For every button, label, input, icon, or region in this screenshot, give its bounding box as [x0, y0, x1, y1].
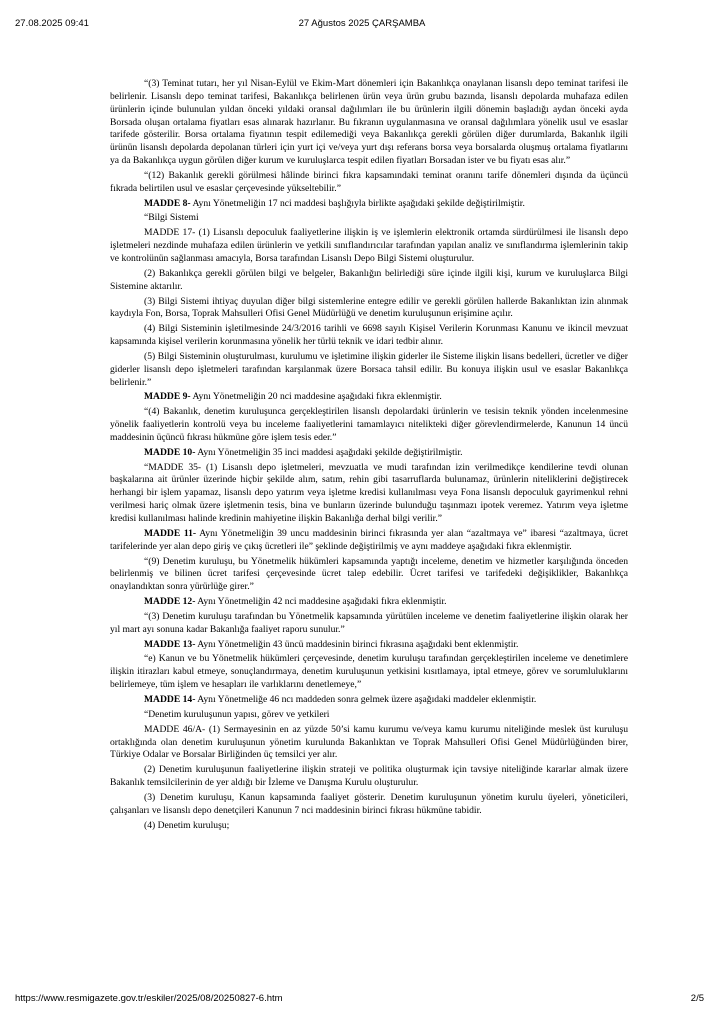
paragraph: “MADDE 35- (1) Lisanslı depo işletmeleri, mevzuatla ve mudi tarafından izin verilmedikçe kendilerine tevdi olunan başkalarına ait ürünler üzerinde hiçbir şekilde alım, satım, rehin gibi tasarruflarda bulunamaz, ürünlerin niteliklerini değiştirecek herhangi bir işlem yapamaz, lisanslı depo yatırım veya işletme kredisi kullanılması veya Fona lisanslı depoculuk gayrimenkul rehni verilmesi hariç olmak üzere işletmenin tesis, bina ve bunların üzerinde bulunduğu taşınmazı ipotek veremez. Yatırım veya işletme kredisi kullanılması halinde kredinin mahiyetine ilişkin Bakanlığa derhal bilgi verilir.” — [110, 461, 628, 524]
paragraph: (5) Bilgi Sisteminin oluşturulması, kurulumu ve işletimine ilişkin giderler ile Sisteme ilişkin lisans bedelleri, ücretler ve diğer giderler lisanslı depo işletmeleri tarafından karşılanmak üzere Borsaca tahsil edilir. Bu konuya ilişkin usul ve esaslar Bakanlıkça belirlenir.” — [110, 350, 628, 388]
page-number: 2/5 — [690, 993, 704, 1004]
gazette-date-title: 27 Ağustos 2025 ÇARŞAMBA — [298, 18, 426, 29]
article-heading: MADDE 14- Aynı Yönetmeliğe 46 ncı maddeden sonra gelmek üzere aşağıdaki maddeler eklenmiştir. — [144, 693, 537, 705]
paragraph: “Denetim kuruluşunun yapısı, görev ve yetkileri — [144, 708, 330, 720]
paragraph: MADDE 46/A- (1) Sermayesinin en az yüzde 50’si kamu kurumu ve/veya kamu kurumu niteliğinde meslek üst kuruluşu ortaklığında olan denetim kuruluşunun yönetim kurulunda Bakanlıktan ve Toprak Mahsulleri Ofisi Genel Müdürlüğünden birer, Türkiye Odalar ve Borsalar Birliğinden üç temsilci yer alır. — [110, 723, 628, 761]
article-heading: MADDE 13- Aynı Yönetmeliğin 43 üncü maddesinin birinci fıkrasına aşağıdaki bent eklenmiştir. — [144, 638, 519, 650]
paragraph: (2) Bakanlıkça gerekli görülen bilgi ve belgeler, Bakanlığın belirlediği süre içinde ilgili kişi, kurum ve kuruluşlarca Bilgi Sistemine aktarılır. — [110, 267, 628, 292]
paragraph: (4) Bilgi Sisteminin işletilmesinde 24/3/2016 tarihli ve 6698 sayılı Kişisel Verilerin Korunması Kanunu ve ikincil mevzuat kapsamında kişisel verilerin korunmasına yönelik her türlü teknik ve idari tedbir alınır. — [110, 323, 628, 348]
paragraph: (3) Bilgi Sistemi ihtiyaç duyulan diğer bilgi sistemlerine entegre edilir ve gerekli görülen hallerde Bakanlıktan izin alınmak kaydıyla Fon, Borsa, Toprak Mahsulleri Ofisi Genel Müdürlüğü ve denetim kuruluşunun erişimine açılır. — [110, 295, 628, 320]
print-datetime: 27.08.2025 09:41 — [15, 18, 89, 29]
paragraph: “Bilgi Sistemi — [144, 212, 199, 224]
source-url: https://www.resmigazete.gov.tr/eskiler/2025/08/20250827-6.htm — [15, 993, 283, 1004]
paragraph: “(3) Teminat tutarı, her yıl Nisan-Eylül ve Ekim-Mart dönemleri için Bakanlıkça onaylanan lisanslı depo teminat tarifesi ile belirlenir. Lisanslı depo teminat tarifesi, Bakanlıkça belirlenen ürün veya ürün grubu bazında, lisanslı depolarda muhafaza edilen ürünlerin içinde bulunulan yıldan önceki yıldaki oransal dağılımları ile bu ürünlerin ilgili dönemin başladığı aydan önceki ayda Borsada oluşan ortalama fiyatları esas alınarak hazırlanır. Bu fıkranın uygulanmasına ve oransal dağılımlara yönelik usul ve esaslar tarifede gösterilir. Borsa ortalama fiyatının tespit edilemediği veya Bakanlıkça gerekli görülen diğer durumlarda, Bakanlık ilgili ürünün lisanslı depolarda depolanan türleri için yurt içi ve/veya yurt dışı referans borsa veya borsalarda oluşmuş ortalama fiyatlarını ya da Bakanlıkça uygun görülen diğer kurum ve kuruluşlarca tespit edilen fiyatları Borsadan ister ve bu fiyatı esas alır.” — [110, 78, 628, 167]
paragraph: “(4) Bakanlık, denetim kuruluşunca gerçekleştirilen lisanslı depolardaki ürünlerin ve tesisin teknik yönden incelenmesine yönelik faaliyetlerin kontrolü veya bu inceleme faaliyetlerini tamamlayıcı nitelikteki diğer görevlendirmelerde, Kanunun 14 üncü maddesinin üçüncü fıkrası hükmüne göre işlem tesis eder.” — [110, 406, 628, 443]
article-heading: MADDE 8- Aynı Yönetmeliğin 17 nci maddesi başlığıyla birlikte aşağıdaki şekilde değiştirilmiştir. — [144, 197, 525, 209]
article-heading: MADDE 9- Aynı Yönetmeliğin 20 nci maddesine aşağıdaki fıkra eklenmiştir. — [144, 391, 442, 403]
paragraph: (4) Denetim kuruluşu; — [144, 819, 230, 831]
article-heading: MADDE 11- Aynı Yönetmeliğin 39 uncu maddesinin birinci fıkrasında yer alan “azaltmaya ve” ibaresi “azaltmaya, ücret tarifelerinde yer alan depo giriş ve çıkış ücretleri ile” şeklinde değiştirilmiş ve aynı maddeye aşağıdaki fıkra eklenmiştir. — [110, 527, 628, 552]
paragraph: MADDE 17- (1) Lisanslı depoculuk faaliyetlerine ilişkin iş ve işlemlerin elektronik ortamda sürdürülmesi ile lisanslı depo işletmeleri nezdinde muhafaza edilen ürünlerin ve yetkili sınıflandırıcılar tarafından yapılan analiz ve sınıflandırma işlemlerinin takip ve kontrolünün sağlanması amacıyla, Borsa tarafından Lisanslı Depo Bilgi Sistemi oluşturulur. — [110, 227, 628, 264]
paragraph: (3) Denetim kuruluşu, Kanun kapsamında faaliyet gösterir. Denetim kuruluşunun yönetim kurulu üyeleri, yöneticileri, çalışanları ve lisanslı depo denetçileri Kanunun 7 nci maddesinin birinci fıkrası hükmüne tabidir. — [110, 791, 628, 816]
document-body — [110, 78, 628, 834]
article-heading: MADDE 10- Aynı Yönetmeliğin 35 inci maddesi aşağıdaki şekilde değiştirilmiştir. — [144, 446, 463, 458]
paragraph: “(3) Denetim kuruluşu tarafından bu Yönetmelik kapsamında yürütülen inceleme ve denetim faaliyetlerine ilişkin olarak her yıl mart ayı sonuna kadar Bakanlığa faaliyet raporu sunulur.” — [110, 610, 628, 635]
article-heading: MADDE 12- Aynı Yönetmeliğin 42 nci maddesine aşağıdaki fıkra eklenmiştir. — [144, 596, 447, 608]
paragraph: “(12) Bakanlık gerekli görülmesi hâlinde birinci fıkra kapsamındaki teminat oranını tarife dönemleri dışında da üçüncü fıkrada belirtilen usul ve esaslar çerçevesinde yükseltebilir.” — [110, 169, 628, 194]
paragraph: “(9) Denetim kuruluşu, bu Yönetmelik hükümleri kapsamında yaptığı inceleme, denetim ve hizmetler karşılığında önceden belirlenmiş ve bilinen ücret tarifesi çerçevesinde ücret talep edebilir. Ücret tarifesi ve tarifedeki değişiklikler, Bakanlıkça onaylandıktan sonra yürürlüğe girer.” — [110, 555, 628, 593]
paragraph: (2) Denetim kuruluşunun faaliyetlerine ilişkin strateji ve politika oluşturmak için tavsiye niteliğinde kararlar almak üzere Bakanlık temsilcilerinin de yer aldığı bir İzleme ve Danışma Kurulu oluşturulur. — [110, 764, 628, 789]
paragraph: “e) Kanun ve bu Yönetmelik hükümleri çerçevesinde, denetim kuruluşu tarafından gerçekleştirilen inceleme ve denetimlere ilişkin itirazları kabul etmeye, sonuçlandırmaya, denetim kuruluşunun yetkisini kısıtlamaya, iptal etmeye, görev ve sorumluluklarını belirlemeye, tüm işlem ve hesapları ile varlıklarını denetlemeye,” — [110, 653, 628, 691]
